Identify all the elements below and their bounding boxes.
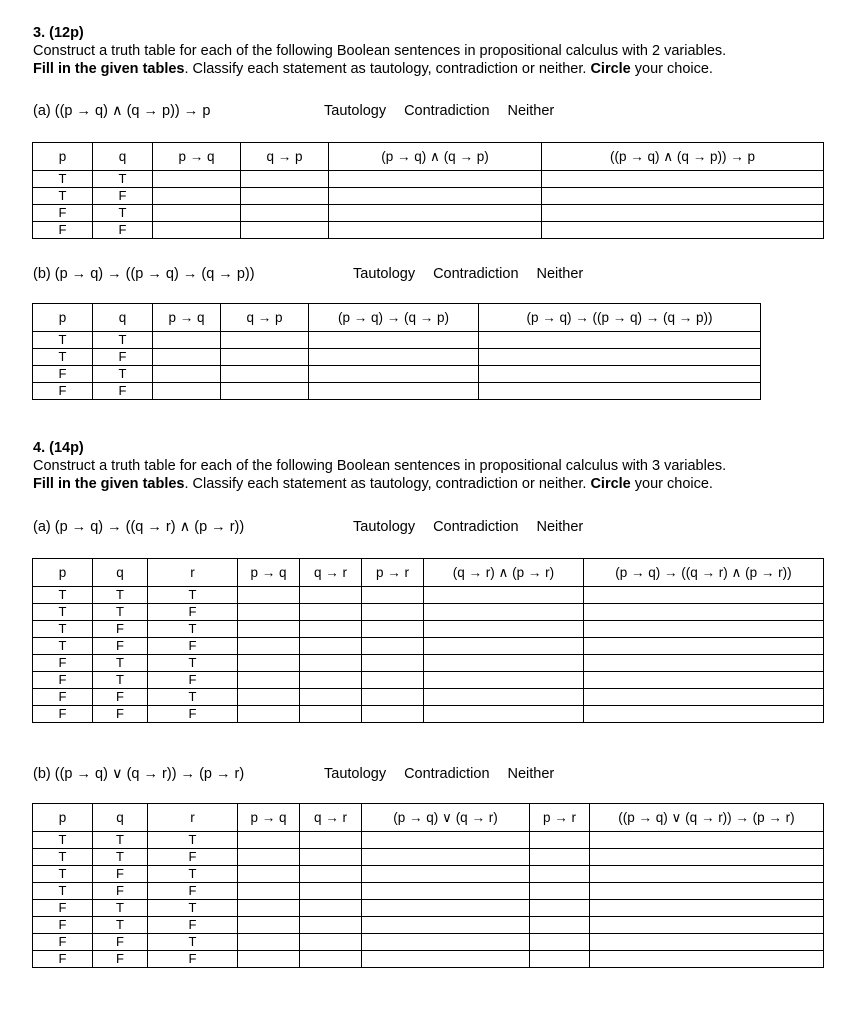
q3b-answer-cell[interactable]	[153, 349, 221, 366]
q4b-answer-cell[interactable]	[362, 900, 530, 917]
q4b-cell-var: T	[148, 866, 238, 883]
q4a-cell-var: F	[148, 638, 238, 655]
q3a-header-1: q	[93, 143, 153, 171]
q4a-header-6: (q → r) ∧ (p → r)	[424, 559, 584, 587]
q4a-cell-var: F	[33, 655, 93, 672]
q4b-answer-cell[interactable]	[300, 832, 362, 849]
q4a-cell-var: T	[93, 655, 148, 672]
q3a-choice-contradiction[interactable]: Contradiction	[404, 103, 490, 119]
q4a-answer-cell[interactable]	[584, 604, 824, 621]
q4a-cell-var: T	[33, 604, 93, 621]
q3b-cell-var: F	[93, 349, 153, 366]
q4a-answer-cell[interactable]	[424, 655, 584, 672]
q4b-cell-var: T	[33, 883, 93, 900]
q4b-answer-cell[interactable]	[238, 900, 300, 917]
q4a-answer-cell[interactable]	[584, 672, 824, 689]
q4-instr-bold: Fill in the given tables	[33, 476, 185, 492]
q4b-answer-cell[interactable]	[238, 849, 300, 866]
q3-instr-mid: . Classify each statement as tautology, contradiction or neither.	[184, 61, 591, 77]
q4b-answer-cell[interactable]	[530, 883, 590, 900]
q4-heading: 4. (14p)	[33, 440, 84, 456]
q4b-answer-cell[interactable]	[362, 951, 530, 968]
q4b-answer-cell[interactable]	[590, 883, 824, 900]
q3b-answer-cell[interactable]	[153, 332, 221, 349]
q4b-cell-var: F	[148, 951, 238, 968]
q4b-cell-var: T	[148, 832, 238, 849]
q4b-cell-var: T	[93, 917, 148, 934]
q3a-truth-table	[32, 142, 824, 239]
q3-instr-bold: Fill in the given tables	[33, 61, 185, 77]
q4b-answer-cell[interactable]	[590, 934, 824, 951]
q4a-answer-cell[interactable]	[424, 689, 584, 706]
q4a-answer-cell[interactable]	[362, 587, 424, 604]
q4a-cell-var: F	[93, 621, 148, 638]
q4a-cell-var: T	[93, 604, 148, 621]
q3a-answer-cell[interactable]	[329, 171, 542, 188]
q4a-cell-var: F	[33, 689, 93, 706]
q3b-choice-neither[interactable]: Neither	[536, 266, 584, 282]
q4a-header-7: (p → q) → ((q → r) ∧ (p → r))	[584, 559, 824, 587]
q4a-answer-cell[interactable]	[300, 604, 362, 621]
table-row	[33, 849, 824, 866]
q4b-truth-table	[32, 803, 824, 968]
q4a-answer-cell[interactable]	[238, 706, 300, 723]
q4a-header-5: p → r	[362, 559, 424, 587]
q3b-cell-var: F	[33, 383, 93, 400]
q4a-cell-var: T	[148, 621, 238, 638]
q3a-cell-var: F	[93, 222, 153, 239]
table-row	[33, 366, 761, 383]
q4b-cell-var: F	[148, 849, 238, 866]
q4b-answer-cell[interactable]	[362, 917, 530, 934]
table-row	[33, 222, 824, 239]
q4a-answer-cell[interactable]	[424, 587, 584, 604]
q4a-answer-cell[interactable]	[300, 655, 362, 672]
q3a-choices	[324, 103, 572, 119]
q4b-answer-cell[interactable]	[300, 951, 362, 968]
q4b-cell-var: F	[93, 951, 148, 968]
q4b-answer-cell[interactable]	[238, 883, 300, 900]
q4b-cell-var: F	[33, 900, 93, 917]
q3a-answer-cell[interactable]	[153, 205, 241, 222]
q4a-answer-cell[interactable]	[424, 706, 584, 723]
q3-instr-circle: Circle	[590, 61, 631, 77]
q4a-answer-cell[interactable]	[362, 689, 424, 706]
q3b-answer-cell[interactable]	[153, 366, 221, 383]
q4a-answer-cell[interactable]	[584, 706, 824, 723]
q4b-choice-contradiction[interactable]: Contradiction	[404, 766, 490, 782]
q4b-answer-cell[interactable]	[300, 849, 362, 866]
q4b-cell-var: F	[93, 934, 148, 951]
q3b-cell-var: T	[93, 332, 153, 349]
q3b-answer-cell[interactable]	[309, 383, 479, 400]
q3a-header-2: p → q	[153, 143, 241, 171]
table-row	[33, 587, 824, 604]
q4-instr-end: your choice.	[630, 476, 713, 492]
q4a-cell-var: T	[33, 621, 93, 638]
q3b-cell-var: F	[93, 383, 153, 400]
q4a-answer-cell[interactable]	[300, 706, 362, 723]
q4b-header-5: (p → q) ∨ (q → r)	[362, 804, 530, 832]
q4a-choice-tautology[interactable]: Tautology	[353, 519, 416, 535]
q4b-answer-cell[interactable]	[238, 934, 300, 951]
q4b-answer-cell[interactable]	[590, 951, 824, 968]
q3a-answer-cell[interactable]	[241, 188, 329, 205]
q4b-answer-cell[interactable]	[590, 849, 824, 866]
q4a-answer-cell[interactable]	[238, 672, 300, 689]
table-row	[33, 706, 824, 723]
q3b-answer-cell[interactable]	[221, 349, 309, 366]
q3a-answer-cell[interactable]	[542, 188, 824, 205]
q4b-answer-cell[interactable]	[300, 900, 362, 917]
q4b-cell-var: T	[148, 934, 238, 951]
q4b-answer-cell[interactable]	[362, 849, 530, 866]
q4b-answer-cell[interactable]	[590, 917, 824, 934]
q3a-header-3: q → p	[241, 143, 329, 171]
q3a-cell-var: T	[93, 205, 153, 222]
q4b-header-row	[33, 804, 824, 832]
q4a-header-1: q	[93, 559, 148, 587]
q4b-cell-var: F	[148, 917, 238, 934]
q3b-header-1: q	[93, 304, 153, 332]
q4-instruction-line1: Construct a truth table for each of the following Boolean sentences in propositional calculus with 3 variables.	[33, 458, 727, 474]
q4b-answer-cell[interactable]	[530, 832, 590, 849]
q3b-answer-cell[interactable]	[221, 383, 309, 400]
q3b-answer-cell[interactable]	[479, 332, 761, 349]
q3a-answer-cell[interactable]	[153, 188, 241, 205]
q4a-answer-cell[interactable]	[362, 655, 424, 672]
q4a-answer-cell[interactable]	[362, 672, 424, 689]
q4a-cell-var: T	[148, 655, 238, 672]
q3a-header-0: p	[33, 143, 93, 171]
q3a-cell-var: T	[93, 171, 153, 188]
q4b-answer-cell[interactable]	[530, 900, 590, 917]
q4b-answer-cell[interactable]	[362, 866, 530, 883]
q4a-answer-cell[interactable]	[362, 604, 424, 621]
q4a-cell-var: F	[93, 689, 148, 706]
q4a-choices	[353, 519, 601, 535]
q3b-formula: (b) (p → q) → ((p → q) → (q → p))	[33, 266, 255, 282]
q4b-cell-var: T	[33, 832, 93, 849]
q4a-cell-var: T	[93, 672, 148, 689]
q4b-answer-cell[interactable]	[590, 832, 824, 849]
q4b-header-3: p → q	[238, 804, 300, 832]
table-row	[33, 604, 824, 621]
q3a-answer-cell[interactable]	[329, 188, 542, 205]
q3a-cell-var: F	[93, 188, 153, 205]
q3a-answer-cell[interactable]	[241, 205, 329, 222]
q4b-cell-var: F	[93, 883, 148, 900]
q3b-cell-var: F	[33, 366, 93, 383]
q4a-truth-table	[32, 558, 824, 723]
q4-instr-mid: . Classify each statement as tautology, contradiction or neither.	[184, 476, 591, 492]
table-row	[33, 171, 824, 188]
q3a-answer-cell[interactable]	[153, 222, 241, 239]
q4b-answer-cell[interactable]	[362, 934, 530, 951]
q3a-choice-neither[interactable]: Neither	[507, 103, 555, 119]
q4b-cell-var: T	[93, 900, 148, 917]
q3a-answer-cell[interactable]	[542, 171, 824, 188]
table-row	[33, 866, 824, 883]
q4b-header-2: r	[148, 804, 238, 832]
q3-instruction-line1: Construct a truth table for each of the following Boolean sentences in propositional calculus with 2 variables.	[33, 43, 727, 59]
q4a-formula: (a) (p → q) → ((q → r) ∧ (p → r))	[33, 519, 245, 535]
table-row	[33, 951, 824, 968]
q4-instr-circle: Circle	[590, 476, 631, 492]
q4a-answer-cell[interactable]	[584, 655, 824, 672]
q4a-answer-cell[interactable]	[584, 587, 824, 604]
q4b-answer-cell[interactable]	[300, 883, 362, 900]
q3b-answer-cell[interactable]	[153, 383, 221, 400]
q4a-answer-cell[interactable]	[300, 638, 362, 655]
q4b-header-0: p	[33, 804, 93, 832]
q3a-header-row	[33, 143, 824, 171]
q3b-header-row	[33, 304, 761, 332]
table-row	[33, 205, 824, 222]
q4b-cell-var: F	[33, 917, 93, 934]
q3b-header-0: p	[33, 304, 93, 332]
table-row	[33, 900, 824, 917]
q4b-choice-tautology[interactable]: Tautology	[324, 766, 387, 782]
table-row	[33, 383, 761, 400]
q4b-answer-cell[interactable]	[300, 866, 362, 883]
q4b-choices	[324, 766, 572, 782]
q3b-answer-cell[interactable]	[479, 349, 761, 366]
q4b-cell-var: F	[33, 951, 93, 968]
q3a-answer-cell[interactable]	[329, 222, 542, 239]
q3a-answer-cell[interactable]	[542, 205, 824, 222]
q4a-answer-cell[interactable]	[584, 638, 824, 655]
table-row	[33, 672, 824, 689]
q4a-header-3: p → q	[238, 559, 300, 587]
q3a-formula: (a) ((p → q) ∧ (q → p)) → p	[33, 103, 211, 119]
q4b-answer-cell[interactable]	[590, 900, 824, 917]
q4b-cell-var: F	[93, 866, 148, 883]
table-row	[33, 332, 761, 349]
q3b-cell-var: T	[93, 366, 153, 383]
q4a-answer-cell[interactable]	[362, 621, 424, 638]
q4b-cell-var: F	[148, 883, 238, 900]
q4a-answer-cell[interactable]	[238, 655, 300, 672]
q4a-cell-var: T	[148, 689, 238, 706]
q3-instr-end: your choice.	[630, 61, 713, 77]
q4b-choice-neither[interactable]: Neither	[507, 766, 555, 782]
q4b-cell-var: T	[33, 849, 93, 866]
q4b-formula: (b) ((p → q) ∨ (q → r)) → (p → r)	[33, 766, 245, 782]
q4a-cell-var: F	[148, 706, 238, 723]
q4b-answer-cell[interactable]	[238, 951, 300, 968]
q4a-header-4: q → r	[300, 559, 362, 587]
q4a-choice-neither[interactable]: Neither	[536, 519, 584, 535]
q4b-cell-var: T	[148, 900, 238, 917]
q3a-answer-cell[interactable]	[241, 171, 329, 188]
q4a-cell-var: F	[33, 672, 93, 689]
q3b-cell-var: T	[33, 332, 93, 349]
q4a-cell-var: F	[93, 706, 148, 723]
q4a-answer-cell[interactable]	[424, 672, 584, 689]
q4a-answer-cell[interactable]	[238, 621, 300, 638]
q4b-answer-cell[interactable]	[238, 832, 300, 849]
q3b-choice-tautology[interactable]: Tautology	[353, 266, 416, 282]
q4b-answer-cell[interactable]	[530, 849, 590, 866]
q4a-answer-cell[interactable]	[362, 706, 424, 723]
q4b-header-7: ((p → q) ∨ (q → r)) → (p → r)	[590, 804, 824, 832]
q3a-answer-cell[interactable]	[241, 222, 329, 239]
table-row	[33, 689, 824, 706]
table-row	[33, 655, 824, 672]
q4b-answer-cell[interactable]	[238, 917, 300, 934]
q3a-cell-var: T	[33, 171, 93, 188]
table-row	[33, 883, 824, 900]
q4a-answer-cell[interactable]	[300, 621, 362, 638]
q4-instruction-line2	[33, 475, 713, 493]
q4b-answer-cell[interactable]	[530, 866, 590, 883]
q3b-header-5: (p → q) → ((p → q) → (q → p))	[479, 304, 761, 332]
q4b-answer-cell[interactable]	[362, 883, 530, 900]
q3b-header-2: p → q	[153, 304, 221, 332]
q4b-cell-var: F	[33, 934, 93, 951]
q4a-answer-cell[interactable]	[238, 689, 300, 706]
q3-instruction-line2	[33, 60, 713, 78]
table-row	[33, 934, 824, 951]
q4b-header-1: q	[93, 804, 148, 832]
q4a-answer-cell[interactable]	[424, 638, 584, 655]
q3b-header-3: q → p	[221, 304, 309, 332]
q3b-cell-var: T	[33, 349, 93, 366]
q3a-answer-cell[interactable]	[153, 171, 241, 188]
q3b-answer-cell[interactable]	[479, 366, 761, 383]
q4a-answer-cell[interactable]	[424, 604, 584, 621]
q4a-answer-cell[interactable]	[238, 604, 300, 621]
q4b-cell-var: T	[93, 832, 148, 849]
q4a-cell-var: F	[148, 672, 238, 689]
q3a-cell-var: T	[33, 188, 93, 205]
q4a-cell-var: T	[33, 638, 93, 655]
q4a-header-row	[33, 559, 824, 587]
table-row	[33, 621, 824, 638]
q3a-answer-cell[interactable]	[542, 222, 824, 239]
q4a-answer-cell[interactable]	[362, 638, 424, 655]
q4a-answer-cell[interactable]	[584, 689, 824, 706]
q4a-header-0: p	[33, 559, 93, 587]
q3b-header-4: (p → q) → (q → p)	[309, 304, 479, 332]
q4b-header-6: p → r	[530, 804, 590, 832]
q3b-answer-cell[interactable]	[309, 366, 479, 383]
q3b-answer-cell[interactable]	[221, 366, 309, 383]
q4b-answer-cell[interactable]	[530, 951, 590, 968]
q3a-header-4: (p → q) ∧ (q → p)	[329, 143, 542, 171]
q3-heading: 3. (12p)	[33, 25, 84, 41]
q4a-choice-contradiction[interactable]: Contradiction	[433, 519, 519, 535]
q4b-answer-cell[interactable]	[590, 866, 824, 883]
table-row	[33, 638, 824, 655]
q4b-answer-cell[interactable]	[530, 917, 590, 934]
q4a-answer-cell[interactable]	[300, 672, 362, 689]
q4a-header-2: r	[148, 559, 238, 587]
q3b-answer-cell[interactable]	[479, 383, 761, 400]
q4a-cell-var: T	[33, 587, 93, 604]
q4a-answer-cell[interactable]	[300, 587, 362, 604]
q4a-answer-cell[interactable]	[238, 638, 300, 655]
q4a-cell-var: F	[148, 604, 238, 621]
q3a-header-5: ((p → q) ∧ (q → p)) → p	[542, 143, 824, 171]
q3a-cell-var: F	[33, 222, 93, 239]
q4a-cell-var: T	[148, 587, 238, 604]
q4a-answer-cell[interactable]	[238, 587, 300, 604]
table-row	[33, 349, 761, 366]
table-row	[33, 832, 824, 849]
q4a-answer-cell[interactable]	[300, 689, 362, 706]
q3b-truth-table	[32, 303, 761, 400]
q3b-choice-contradiction[interactable]: Contradiction	[433, 266, 519, 282]
q4a-cell-var: T	[93, 587, 148, 604]
q4a-answer-cell[interactable]	[424, 621, 584, 638]
q4b-header-4: q → r	[300, 804, 362, 832]
q4a-cell-var: F	[33, 706, 93, 723]
table-row	[33, 188, 824, 205]
q4b-answer-cell[interactable]	[530, 934, 590, 951]
q3b-answer-cell[interactable]	[309, 332, 479, 349]
q3a-cell-var: F	[33, 205, 93, 222]
q4a-cell-var: F	[93, 638, 148, 655]
q4b-answer-cell[interactable]	[362, 832, 530, 849]
q3b-answer-cell[interactable]	[309, 349, 479, 366]
q3a-choice-tautology[interactable]: Tautology	[324, 103, 387, 119]
q4b-cell-var: T	[33, 866, 93, 883]
q4b-answer-cell[interactable]	[300, 917, 362, 934]
q3b-answer-cell[interactable]	[221, 332, 309, 349]
q3a-answer-cell[interactable]	[329, 205, 542, 222]
q4b-cell-var: T	[93, 849, 148, 866]
q4a-answer-cell[interactable]	[584, 621, 824, 638]
q4b-answer-cell[interactable]	[300, 934, 362, 951]
q4b-answer-cell[interactable]	[238, 866, 300, 883]
q3b-choices	[353, 266, 601, 282]
table-row	[33, 917, 824, 934]
